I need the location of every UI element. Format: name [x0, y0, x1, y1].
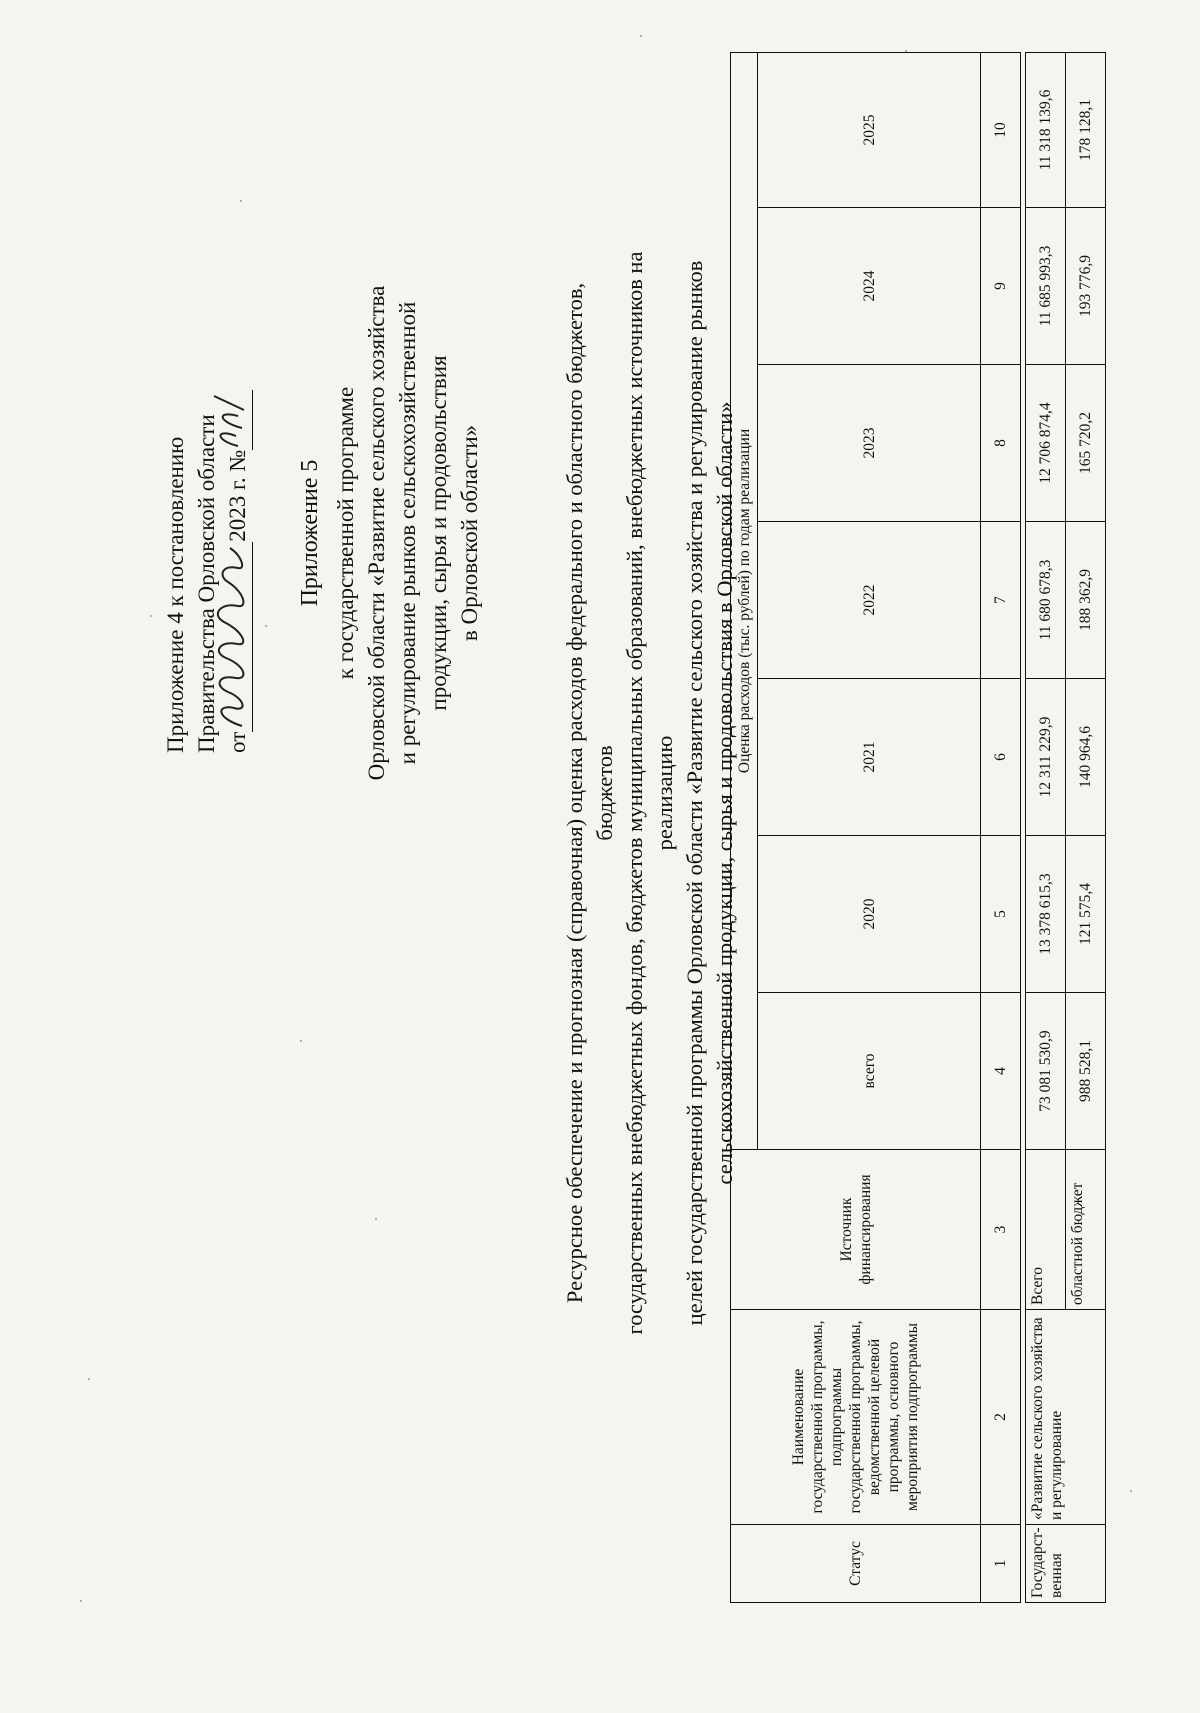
value-cell: 11 685 993,3: [1026, 208, 1066, 365]
appendix-block: [295, 153, 485, 913]
appendix-line: в Орловской области»: [457, 424, 482, 642]
funding-table: [730, 52, 1106, 1603]
value-cell: 11 318 139,6: [1026, 52, 1066, 207]
header-program-name: Наименование государственной программы, подпрограммы государственной программы, ведомственной целевой программы, основного мероприятия подпрограммы: [731, 1310, 981, 1525]
source-cell: Всего: [1026, 1150, 1066, 1310]
column-number: 7: [981, 522, 1021, 679]
appendix-line: к государственной программе: [333, 386, 358, 680]
value-cell: 188 362,9: [1066, 522, 1106, 679]
heading-line: Ресурсное обеспечение и прогнозная (справочная) оценка расходов федерального и областного бюджетов, бюджетов: [562, 282, 617, 1304]
column-number: 2: [981, 1310, 1021, 1525]
header-status: Статус: [731, 1525, 981, 1603]
column-number: 10: [981, 52, 1021, 207]
column-number: 8: [981, 365, 1021, 522]
value-cell: 12 311 229,9: [1026, 679, 1066, 836]
column-number: 9: [981, 208, 1021, 365]
value-cell: 13 378 615,3: [1026, 836, 1066, 993]
value-cell: 988 528,1: [1066, 993, 1106, 1150]
program-name-cell: «Развитие сельского хозяйства и регулирование: [1026, 1310, 1106, 1525]
header-total: всего: [758, 993, 981, 1150]
table-row: [1026, 52, 1066, 1602]
approval-line-1: Приложение 4 к постановлению: [163, 436, 188, 753]
header-year: 2024: [758, 208, 981, 365]
heading-line: целей государственной программы Орловской области «Развитие сельского хозяйства и регулирование рынков: [682, 260, 707, 1326]
appendix-line: и регулирование рынков сельскохозяйственной: [395, 301, 420, 765]
column-number: 5: [981, 836, 1021, 993]
appendix-line: Орловской области «Развитие сельского хозяйства: [364, 285, 389, 781]
column-number: 6: [981, 679, 1021, 836]
handwritten-number: [222, 390, 253, 450]
value-cell: 12 706 874,4: [1026, 365, 1066, 522]
approval-line-2: Правительства Орловской области: [194, 414, 219, 753]
header-year: 2022: [758, 522, 981, 679]
source-cell: областной бюджет: [1066, 1150, 1106, 1310]
header-source: Источник финансирования: [731, 1150, 981, 1310]
value-cell: 11 680 678,3: [1026, 522, 1066, 679]
column-number: 1: [981, 1525, 1021, 1603]
approval-from-label: от: [225, 731, 250, 753]
header-year: 2020: [758, 836, 981, 993]
header-expenses-group: Оценка расходов (тыс. рублей) по годам реализации: [731, 52, 758, 1149]
appendix-line: продукции, сырья и продовольствия: [426, 355, 451, 711]
value-cell: 121 575,4: [1066, 836, 1106, 993]
value-cell: 73 081 530,9: [1026, 993, 1066, 1150]
approval-year-text: 2023 г. №: [225, 449, 250, 542]
column-number: 3: [981, 1150, 1021, 1310]
document-heading: [560, 233, 740, 1353]
value-cell: 165 720,2: [1066, 365, 1106, 522]
column-number: 4: [981, 993, 1021, 1150]
header-year: 2025: [758, 52, 981, 207]
approval-block: [160, 193, 253, 753]
header-year: 2023: [758, 365, 981, 522]
approval-date-line: [222, 193, 253, 753]
value-cell: 178 128,1: [1066, 52, 1106, 207]
heading-line: государственных внебюджетных фондов, бюджетов муниципальных образований, внебюджетных источников на реализацию: [622, 251, 677, 1335]
heading-line: сельскохозяйственной продукции, сырья и продовольствия в Орловской области»: [712, 401, 737, 1185]
status-cell: Государст-венная: [1026, 1525, 1106, 1603]
handwritten-date-signature: [222, 542, 253, 732]
value-cell: 140 964,6: [1066, 679, 1106, 836]
appendix-title: Приложение 5: [297, 459, 323, 607]
header-year: 2021: [758, 679, 981, 836]
value-cell: 193 776,9: [1066, 208, 1106, 365]
column-number-row: [981, 52, 1021, 1602]
